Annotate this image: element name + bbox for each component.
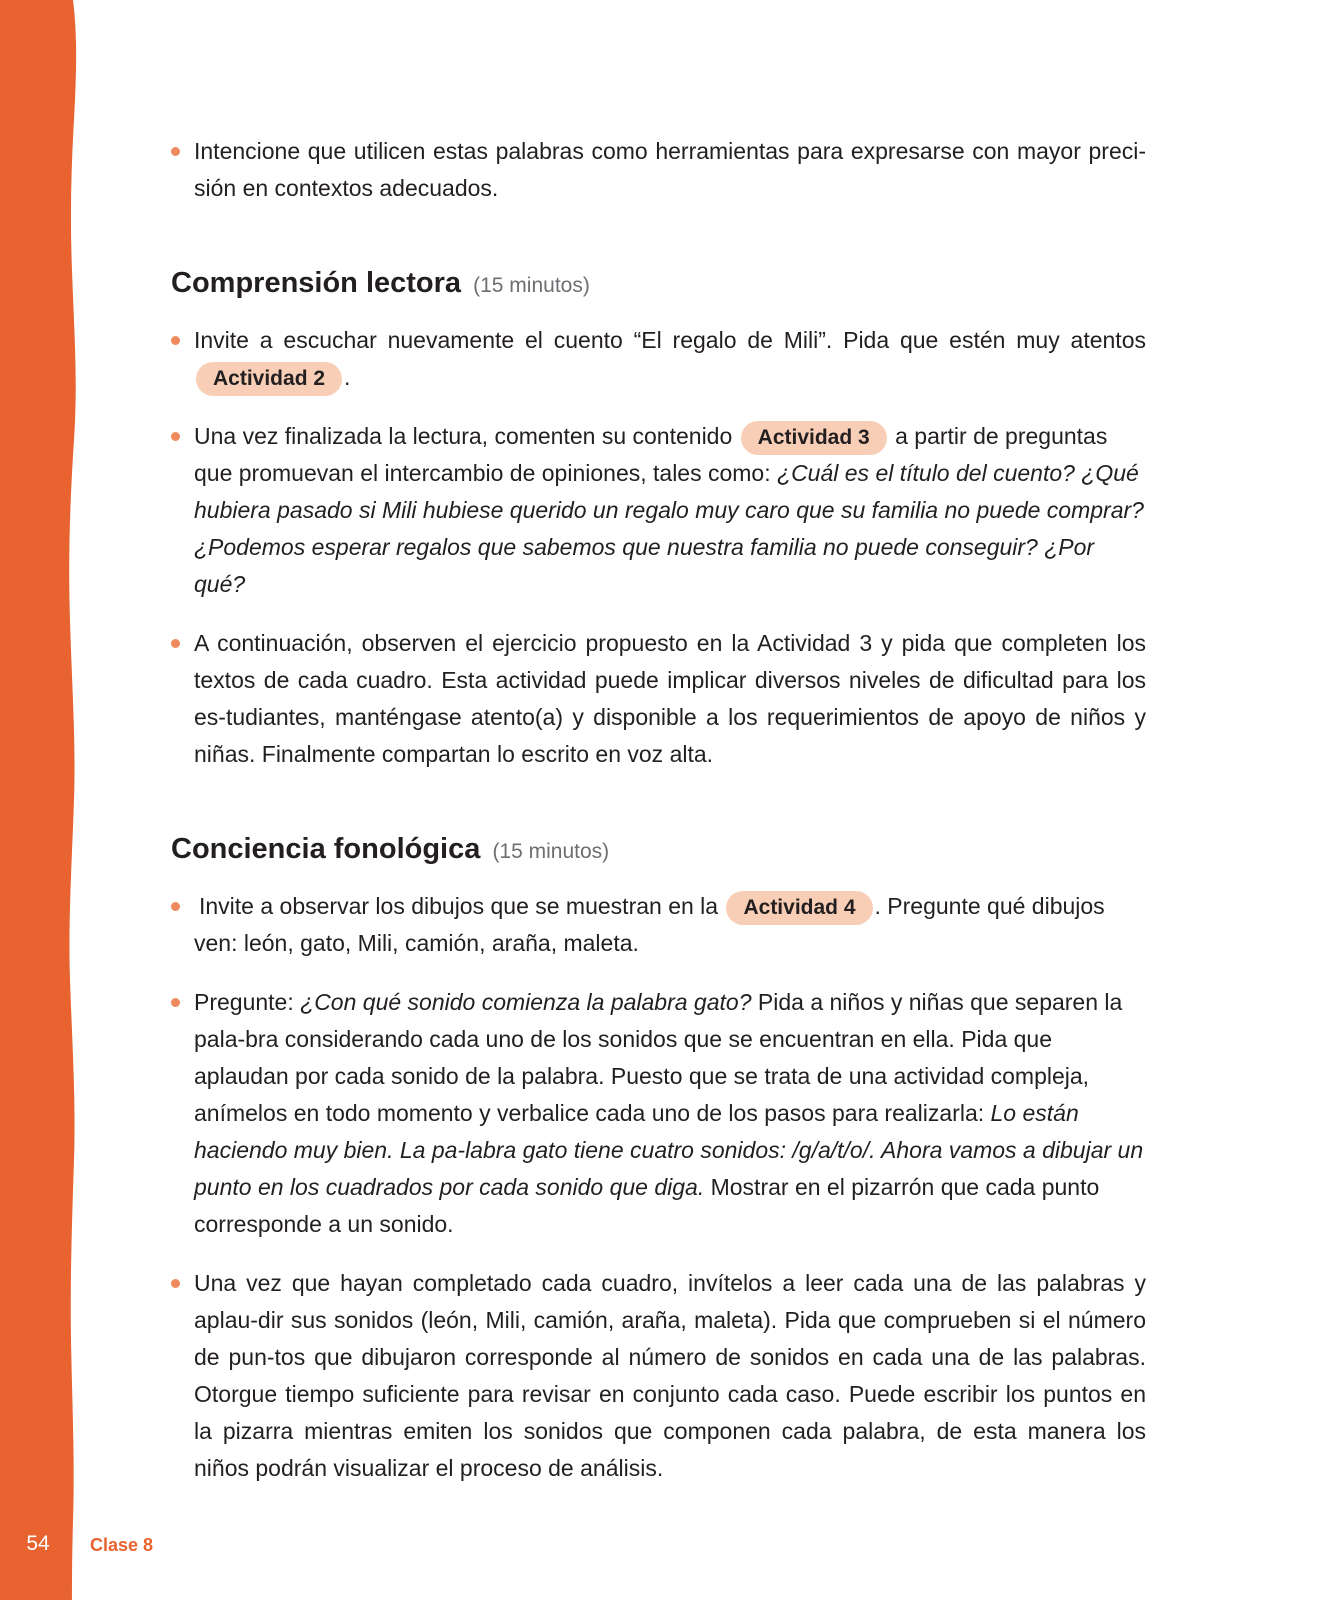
item-text: A continuación, observen el ejercicio propuesto en la Actividad 3 y pida que completen los textos de cada cuadro. Esta actividad puede implicar diversos niveles de dificultad para los es-tudiantes, manténgase atento(a) y disponible a los requerimientos de apoyo de niños y niñas. Finalmente compartan lo escrito en voz alta. — [194, 630, 1146, 767]
activity-badge: Actividad 2 — [196, 362, 342, 396]
item-text: Invite a observar los dibujos que se muestran en la — [199, 893, 719, 919]
sidebar-wave — [0, 0, 76, 1600]
bullet-icon — [171, 998, 180, 1007]
section-duration: (15 minutos) — [492, 840, 610, 863]
list-item — [171, 984, 1146, 1243]
item-text: Invite a escuchar nuevamente el cuento “El regalo de Mili”. Pida que estén muy atentos — [194, 327, 1146, 353]
item-text: . Pregunte qué dibujos ven: león, gato, Mili, camión, araña, maleta. — [194, 893, 1105, 956]
list-item — [171, 133, 1146, 207]
page-number: 54 — [26, 1532, 50, 1555]
main-content — [171, 133, 1146, 1487]
bullet-icon — [171, 336, 180, 345]
item-text: Pida a niños y niñas que separen la pala-bra considerando cada uno de los sonidos que se encuentran en ella. Pida que aplaudan por cada sonido de la palabra. Puesto que se trata de una actividad compleja, anímelos en todo momento y verbalice cada uno de los pasos para realizarla: — [194, 989, 1123, 1126]
section-title-text: Conciencia fonológica — [171, 833, 481, 865]
bullet-icon — [171, 1279, 180, 1288]
item-text: Intencione que utilicen estas palabras como herramientas para expresarse con mayor preci-sión en contextos adecuados. — [194, 138, 1146, 201]
list-item — [171, 322, 1146, 396]
list-item — [171, 1265, 1146, 1487]
list-item — [171, 888, 1146, 962]
list-item — [171, 625, 1146, 773]
bullet-icon — [171, 639, 180, 648]
sidebar-decoration — [0, 0, 90, 1600]
bullet-icon — [171, 432, 180, 441]
activity-badge: Actividad 3 — [741, 421, 887, 455]
item-text: . — [344, 364, 351, 390]
section-title-comprension — [171, 264, 1146, 305]
item-italic-text: Lo están haciendo muy bien. La pa-labra gato tiene cuatro sonidos: /g/a/t/o/. Ahora vamos a dibujar un punto en los cuadrados por cada sonido que diga. — [194, 1100, 1144, 1200]
section-title-text: Comprensión lectora — [171, 267, 462, 299]
section-title-conciencia — [171, 830, 1146, 871]
item-text: Pregunte: — [194, 989, 294, 1015]
item-text: Mostrar en el pizarrón que cada punto corresponde a un sonido. — [194, 1174, 1100, 1237]
activity-badge: Actividad 4 — [726, 891, 872, 925]
item-text: Una vez finalizada la lectura, comenten su contenido — [194, 423, 733, 449]
item-italic-text: ¿Cuál es el título del cuento? ¿Qué hubiera pasado si Mili hubiese querido un regalo muy caro que su familia no puede comprar? ¿Podemos esperar regalos que sabemos que nuestra familia no puede conseguir? ¿Por qué? — [194, 460, 1144, 597]
bullet-icon — [171, 902, 180, 911]
item-italic-text: ¿Con qué sonido comienza la palabra gato? — [300, 989, 752, 1015]
item-text: Una vez que hayan completado cada cuadro, invítelos a leer cada una de las palabras y aplau-dir sus sonidos (león, Mili, camión, araña, maleta). Pida que comprueben si el número de pun-tos que dibujaron corresponde al número de sonidos en cada una de las palabras. Otorgue tiempo suficiente para revisar en conjunto cada caso. Puede escribir los puntos en la pizarra mientras emiten los sonidos que componen cada palabra, de esta manera los niños podrán visualizar el proceso de análisis. — [194, 1270, 1146, 1481]
footer-section-label: Clase 8 — [90, 1535, 154, 1555]
item-text: a partir de preguntas que promuevan el intercambio de opiniones, tales como: — [194, 423, 1108, 486]
section-duration: (15 minutos) — [473, 274, 590, 297]
bullet-icon — [171, 147, 180, 156]
list-item — [171, 418, 1146, 603]
